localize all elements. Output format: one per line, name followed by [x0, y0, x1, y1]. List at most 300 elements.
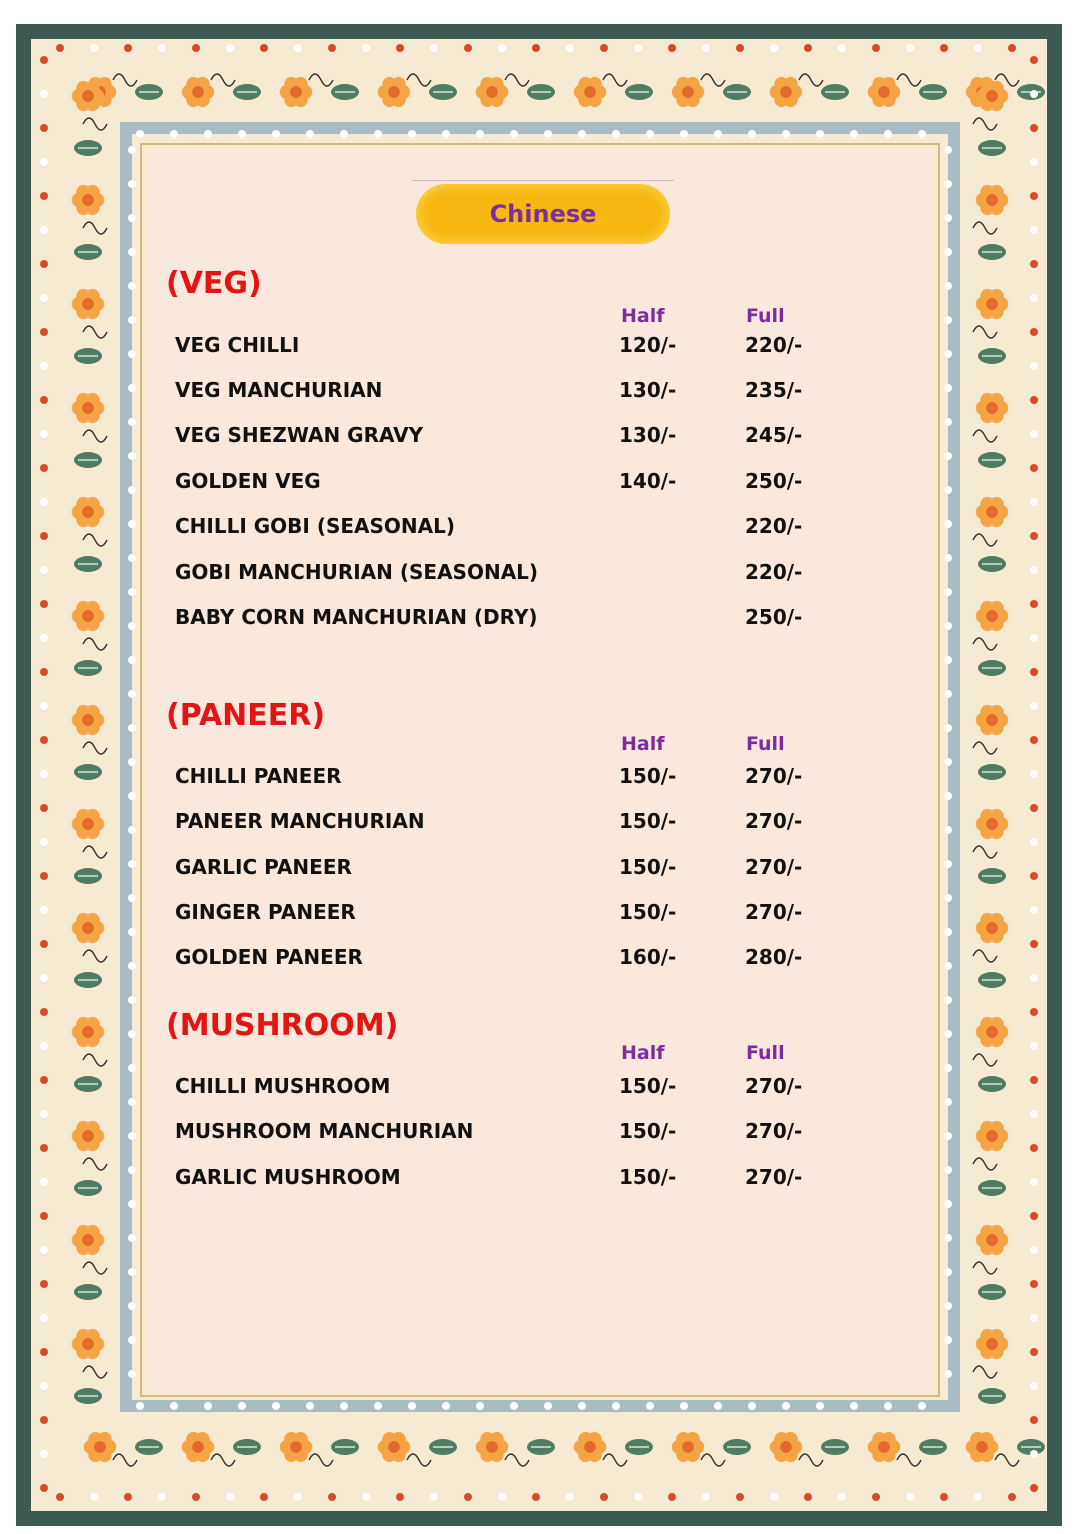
section-title-mushroom: (MUSHROOM) — [166, 1008, 399, 1043]
dot-icon — [906, 1493, 914, 1501]
dot-icon — [804, 44, 812, 52]
menu-item-full-price: 220/- — [745, 560, 803, 584]
dot-icon — [680, 1402, 688, 1410]
dot-icon — [634, 44, 642, 52]
dot-icon — [944, 384, 952, 392]
dot-icon — [974, 44, 982, 52]
dot-icon — [128, 1030, 136, 1038]
dot-icon — [1030, 566, 1038, 574]
dot-icon — [40, 430, 48, 438]
dot-icon — [1030, 1348, 1038, 1356]
dot-icon — [128, 792, 136, 800]
dot-icon — [838, 1493, 846, 1501]
dot-icon — [90, 44, 98, 52]
column-header-full: Full — [746, 1042, 785, 1064]
dot-icon — [128, 1268, 136, 1276]
dot-icon — [1030, 1416, 1038, 1424]
dot-icon — [944, 520, 952, 528]
dot-icon — [1030, 702, 1038, 710]
menu-item-name: GOLDEN PANEER — [175, 945, 363, 969]
dot-icon — [1030, 56, 1038, 64]
dot-icon — [128, 350, 136, 358]
dot-icon — [128, 1370, 136, 1378]
dot-icon — [136, 130, 144, 138]
dot-icon — [40, 124, 48, 132]
dot-icon — [1030, 1212, 1038, 1220]
dot-icon — [944, 588, 952, 596]
dot-icon — [944, 690, 952, 698]
dot-icon — [1030, 396, 1038, 404]
dot-icon — [668, 1493, 676, 1501]
menu-item-name: CHILLI PANEER — [175, 764, 342, 788]
menu-item-full-price: 270/- — [745, 1165, 803, 1189]
dot-icon — [1030, 90, 1038, 98]
dot-icon — [128, 826, 136, 834]
dot-icon — [396, 1493, 404, 1501]
dot-icon — [532, 1493, 540, 1501]
dot-icon — [40, 940, 48, 948]
dot-icon — [40, 1178, 48, 1186]
dot-icon — [612, 1402, 620, 1410]
dot-icon — [944, 1370, 952, 1378]
dot-icon — [128, 486, 136, 494]
dot-icon — [306, 130, 314, 138]
dot-icon — [464, 44, 472, 52]
menu-item-full-price: 220/- — [745, 333, 803, 357]
dot-icon — [128, 384, 136, 392]
menu-item-half-price: 150/- — [619, 1119, 677, 1143]
dot-icon — [260, 44, 268, 52]
dot-icon — [40, 1450, 48, 1458]
dot-icon — [260, 1493, 268, 1501]
dot-icon — [544, 130, 552, 138]
menu-item-name: CHILLI MUSHROOM — [175, 1074, 391, 1098]
dot-icon — [944, 1302, 952, 1310]
dot-icon — [634, 1493, 642, 1501]
dot-icon — [944, 1098, 952, 1106]
dot-icon — [40, 498, 48, 506]
dot-icon — [128, 1336, 136, 1344]
dot-icon — [1030, 192, 1038, 200]
dot-icon — [944, 1064, 952, 1072]
dot-icon — [128, 724, 136, 732]
dot-icon — [510, 1402, 518, 1410]
dot-icon — [1030, 804, 1038, 812]
dot-icon — [1030, 1484, 1038, 1492]
dot-icon — [1030, 600, 1038, 608]
dot-icon — [40, 226, 48, 234]
dot-icon — [340, 130, 348, 138]
dot-icon — [498, 44, 506, 52]
dot-icon — [918, 1402, 926, 1410]
dot-icon — [498, 1493, 506, 1501]
dot-icon — [128, 1302, 136, 1310]
dot-icon — [128, 282, 136, 290]
dot-icon — [40, 702, 48, 710]
dot-icon — [1030, 1042, 1038, 1050]
dot-icon — [974, 1493, 982, 1501]
menu-item-full-price: 280/- — [745, 945, 803, 969]
dot-icon — [136, 1402, 144, 1410]
dot-icon — [770, 44, 778, 52]
menu-item-name: CHILLI GOBI (SEASONAL) — [175, 514, 456, 538]
dot-icon — [1030, 430, 1038, 438]
dot-icon — [1030, 668, 1038, 676]
dot-icon — [40, 1382, 48, 1390]
dot-icon — [944, 418, 952, 426]
dot-icon — [442, 1402, 450, 1410]
dot-icon — [736, 1493, 744, 1501]
dot-icon — [680, 130, 688, 138]
menu-item-name: BABY CORN MANCHURIAN (DRY) — [175, 605, 538, 629]
dot-icon — [40, 362, 48, 370]
dot-icon — [1030, 872, 1038, 880]
dot-icon — [238, 1402, 246, 1410]
dot-icon — [944, 1200, 952, 1208]
dot-icon — [430, 1493, 438, 1501]
menu-item-name: VEG CHILLI — [175, 333, 300, 357]
dot-icon — [128, 1064, 136, 1072]
dot-icon — [128, 690, 136, 698]
menu-item-name: GARLIC MUSHROOM — [175, 1165, 401, 1189]
menu-item-full-price: 270/- — [745, 855, 803, 879]
dot-icon — [294, 44, 302, 52]
dot-icon — [158, 1493, 166, 1501]
menu-item-name: MUSHROOM MANCHURIAN — [175, 1119, 474, 1143]
dot-icon — [944, 316, 952, 324]
dot-icon — [1030, 260, 1038, 268]
menu-item-full-price: 270/- — [745, 809, 803, 833]
dot-icon — [56, 1493, 64, 1501]
menu-item-name: PANEER MANCHURIAN — [175, 809, 425, 833]
menu-item-full-price: 270/- — [745, 1074, 803, 1098]
dot-icon — [128, 452, 136, 460]
dot-icon — [736, 44, 744, 52]
category-title-pill — [416, 184, 670, 244]
menu-item-full-price: 235/- — [745, 378, 803, 402]
dot-icon — [1030, 294, 1038, 302]
dot-icon — [40, 906, 48, 914]
dot-icon — [204, 1402, 212, 1410]
dot-icon — [850, 1402, 858, 1410]
dot-icon — [714, 130, 722, 138]
dot-icon — [1030, 328, 1038, 336]
dot-icon — [944, 214, 952, 222]
dot-icon — [1030, 1178, 1038, 1186]
menu-item-half-price: 150/- — [619, 1165, 677, 1189]
dot-icon — [668, 44, 676, 52]
menu-item-half-price: 120/- — [619, 333, 677, 357]
dot-icon — [158, 44, 166, 52]
dot-icon — [40, 1144, 48, 1152]
menu-item-name: GARLIC PANEER — [175, 855, 352, 879]
dot-icon — [40, 1416, 48, 1424]
dot-icon — [128, 962, 136, 970]
header-rule — [412, 180, 674, 181]
dot-icon — [464, 1493, 472, 1501]
dot-icon — [128, 894, 136, 902]
dot-icon — [272, 1402, 280, 1410]
dot-icon — [40, 1280, 48, 1288]
dot-icon — [192, 44, 200, 52]
dot-icon — [748, 130, 756, 138]
dot-icon — [226, 44, 234, 52]
dot-icon — [128, 1132, 136, 1140]
dot-icon — [566, 44, 574, 52]
dot-icon — [40, 90, 48, 98]
dot-icon — [918, 130, 926, 138]
dot-icon — [1030, 1314, 1038, 1322]
dot-icon — [944, 826, 952, 834]
dot-icon — [40, 634, 48, 642]
dot-icon — [1030, 634, 1038, 642]
dot-icon — [1030, 838, 1038, 846]
dot-icon — [944, 452, 952, 460]
menu-item-half-price: 130/- — [619, 378, 677, 402]
dot-icon — [612, 130, 620, 138]
dot-icon — [838, 44, 846, 52]
dot-icon — [532, 44, 540, 52]
dot-icon — [1030, 1450, 1038, 1458]
dot-icon — [328, 1493, 336, 1501]
dot-icon — [944, 554, 952, 562]
dot-icon — [944, 724, 952, 732]
column-header-half: Half — [621, 1042, 665, 1064]
dot-icon — [128, 656, 136, 664]
dot-icon — [128, 588, 136, 596]
menu-item-full-price: 250/- — [745, 469, 803, 493]
dot-icon — [944, 622, 952, 630]
dot-icon — [646, 1402, 654, 1410]
dot-icon — [600, 1493, 608, 1501]
menu-item-half-price: 140/- — [619, 469, 677, 493]
dot-icon — [40, 1212, 48, 1220]
dot-icon — [1030, 1076, 1038, 1084]
dot-icon — [906, 44, 914, 52]
dot-icon — [944, 1336, 952, 1344]
dot-icon — [374, 130, 382, 138]
dot-icon — [944, 180, 952, 188]
dot-icon — [40, 464, 48, 472]
dot-icon — [124, 44, 132, 52]
menu-item-full-price: 250/- — [745, 605, 803, 629]
dot-icon — [40, 600, 48, 608]
dot-icon — [40, 1008, 48, 1016]
dot-icon — [944, 248, 952, 256]
dot-icon — [40, 158, 48, 166]
dot-icon — [944, 996, 952, 1004]
dot-icon — [1008, 1493, 1016, 1501]
dot-icon — [128, 418, 136, 426]
dot-icon — [128, 1098, 136, 1106]
dot-icon — [40, 532, 48, 540]
menu-item-half-price: 130/- — [619, 423, 677, 447]
dot-icon — [1030, 464, 1038, 472]
dot-icon — [238, 130, 246, 138]
menu-item-name: GOBI MANCHURIAN (SEASONAL) — [175, 560, 539, 584]
dot-icon — [362, 1493, 370, 1501]
dot-icon — [944, 860, 952, 868]
dot-icon — [944, 350, 952, 358]
dot-icon — [1030, 1246, 1038, 1254]
dot-icon — [1030, 1144, 1038, 1152]
column-header-full: Full — [746, 305, 785, 327]
dot-icon — [40, 668, 48, 676]
dot-icon — [128, 1234, 136, 1242]
dot-icon — [748, 1402, 756, 1410]
dot-icon — [128, 758, 136, 766]
dot-icon — [1030, 1382, 1038, 1390]
dot-icon — [1030, 906, 1038, 914]
dot-icon — [782, 1402, 790, 1410]
dot-icon — [40, 1484, 48, 1492]
dot-icon — [128, 316, 136, 324]
category-title: Chinese — [489, 200, 597, 228]
dot-icon — [128, 996, 136, 1004]
dot-icon — [340, 1402, 348, 1410]
dot-icon — [306, 1402, 314, 1410]
dot-icon — [872, 44, 880, 52]
dot-icon — [40, 770, 48, 778]
column-header-full: Full — [746, 733, 785, 755]
dot-icon — [128, 1200, 136, 1208]
column-header-half: Half — [621, 733, 665, 755]
dot-icon — [328, 44, 336, 52]
dot-icon — [944, 1234, 952, 1242]
dot-icon — [646, 130, 654, 138]
dot-icon — [40, 1110, 48, 1118]
dot-icon — [944, 1132, 952, 1140]
dot-icon — [884, 1402, 892, 1410]
dot-icon — [374, 1402, 382, 1410]
dot-icon — [850, 130, 858, 138]
dot-icon — [944, 928, 952, 936]
dot-icon — [40, 1348, 48, 1356]
dot-icon — [362, 44, 370, 52]
dot-icon — [1030, 1008, 1038, 1016]
dot-icon — [396, 44, 404, 52]
dot-icon — [940, 44, 948, 52]
dot-icon — [128, 860, 136, 868]
dot-icon — [944, 894, 952, 902]
dot-icon — [128, 146, 136, 154]
menu-item-name: GINGER PANEER — [175, 900, 356, 924]
dot-icon — [782, 130, 790, 138]
dot-icon — [1030, 532, 1038, 540]
dot-icon — [128, 248, 136, 256]
dot-icon — [1030, 226, 1038, 234]
dot-icon — [1030, 362, 1038, 370]
dot-icon — [1030, 1280, 1038, 1288]
dot-icon — [272, 130, 280, 138]
dot-icon — [944, 758, 952, 766]
section-title-paneer: (PANEER) — [166, 698, 326, 733]
dot-icon — [476, 1402, 484, 1410]
dot-icon — [944, 486, 952, 494]
dot-icon — [170, 130, 178, 138]
menu-item-name: GOLDEN VEG — [175, 469, 321, 493]
dot-icon — [544, 1402, 552, 1410]
dot-icon — [816, 1402, 824, 1410]
dot-icon — [128, 928, 136, 936]
dot-icon — [40, 294, 48, 302]
dot-icon — [128, 180, 136, 188]
dot-icon — [566, 1493, 574, 1501]
dot-icon — [128, 622, 136, 630]
dot-icon — [1030, 736, 1038, 744]
dot-icon — [40, 56, 48, 64]
dot-icon — [1030, 974, 1038, 982]
menu-item-half-price: 150/- — [619, 1074, 677, 1098]
dot-icon — [1008, 44, 1016, 52]
menu-item-full-price: 220/- — [745, 514, 803, 538]
dot-icon — [1030, 1110, 1038, 1118]
dot-icon — [408, 1402, 416, 1410]
dot-icon — [40, 192, 48, 200]
dot-icon — [944, 1166, 952, 1174]
dot-icon — [40, 260, 48, 268]
menu-item-half-price: 160/- — [619, 945, 677, 969]
dot-icon — [204, 130, 212, 138]
section-title-veg: (VEG) — [166, 266, 262, 301]
menu-item-full-price: 270/- — [745, 764, 803, 788]
dot-icon — [804, 1493, 812, 1501]
dot-icon — [128, 554, 136, 562]
dot-icon — [40, 804, 48, 812]
dot-icon — [40, 736, 48, 744]
dot-icon — [1030, 498, 1038, 506]
dot-icon — [702, 1493, 710, 1501]
dot-icon — [128, 520, 136, 528]
menu-item-half-price: 150/- — [619, 855, 677, 879]
menu-item-full-price: 270/- — [745, 1119, 803, 1143]
dot-icon — [40, 396, 48, 404]
menu-item-half-price: 150/- — [619, 764, 677, 788]
dot-icon — [40, 328, 48, 336]
dot-icon — [884, 130, 892, 138]
dot-icon — [226, 1493, 234, 1501]
dot-icon — [600, 44, 608, 52]
dot-icon — [1030, 940, 1038, 948]
dot-icon — [816, 130, 824, 138]
dot-icon — [40, 1076, 48, 1084]
dot-icon — [40, 1314, 48, 1322]
menu-item-full-price: 245/- — [745, 423, 803, 447]
dot-icon — [430, 44, 438, 52]
menu-item-full-price: 270/- — [745, 900, 803, 924]
dot-icon — [944, 792, 952, 800]
dot-icon — [124, 1493, 132, 1501]
dot-icon — [170, 1402, 178, 1410]
dot-icon — [40, 974, 48, 982]
menu-item-half-price: 150/- — [619, 809, 677, 833]
dot-icon — [770, 1493, 778, 1501]
dot-icon — [40, 1246, 48, 1254]
dot-icon — [578, 130, 586, 138]
dot-icon — [40, 566, 48, 574]
dot-icon — [1030, 770, 1038, 778]
dot-icon — [90, 1493, 98, 1501]
column-header-half: Half — [621, 305, 665, 327]
dot-icon — [944, 282, 952, 290]
dot-icon — [40, 872, 48, 880]
dot-icon — [442, 130, 450, 138]
dot-icon — [128, 1166, 136, 1174]
dot-icon — [714, 1402, 722, 1410]
dot-icon — [510, 130, 518, 138]
dot-icon — [40, 838, 48, 846]
dot-icon — [56, 44, 64, 52]
